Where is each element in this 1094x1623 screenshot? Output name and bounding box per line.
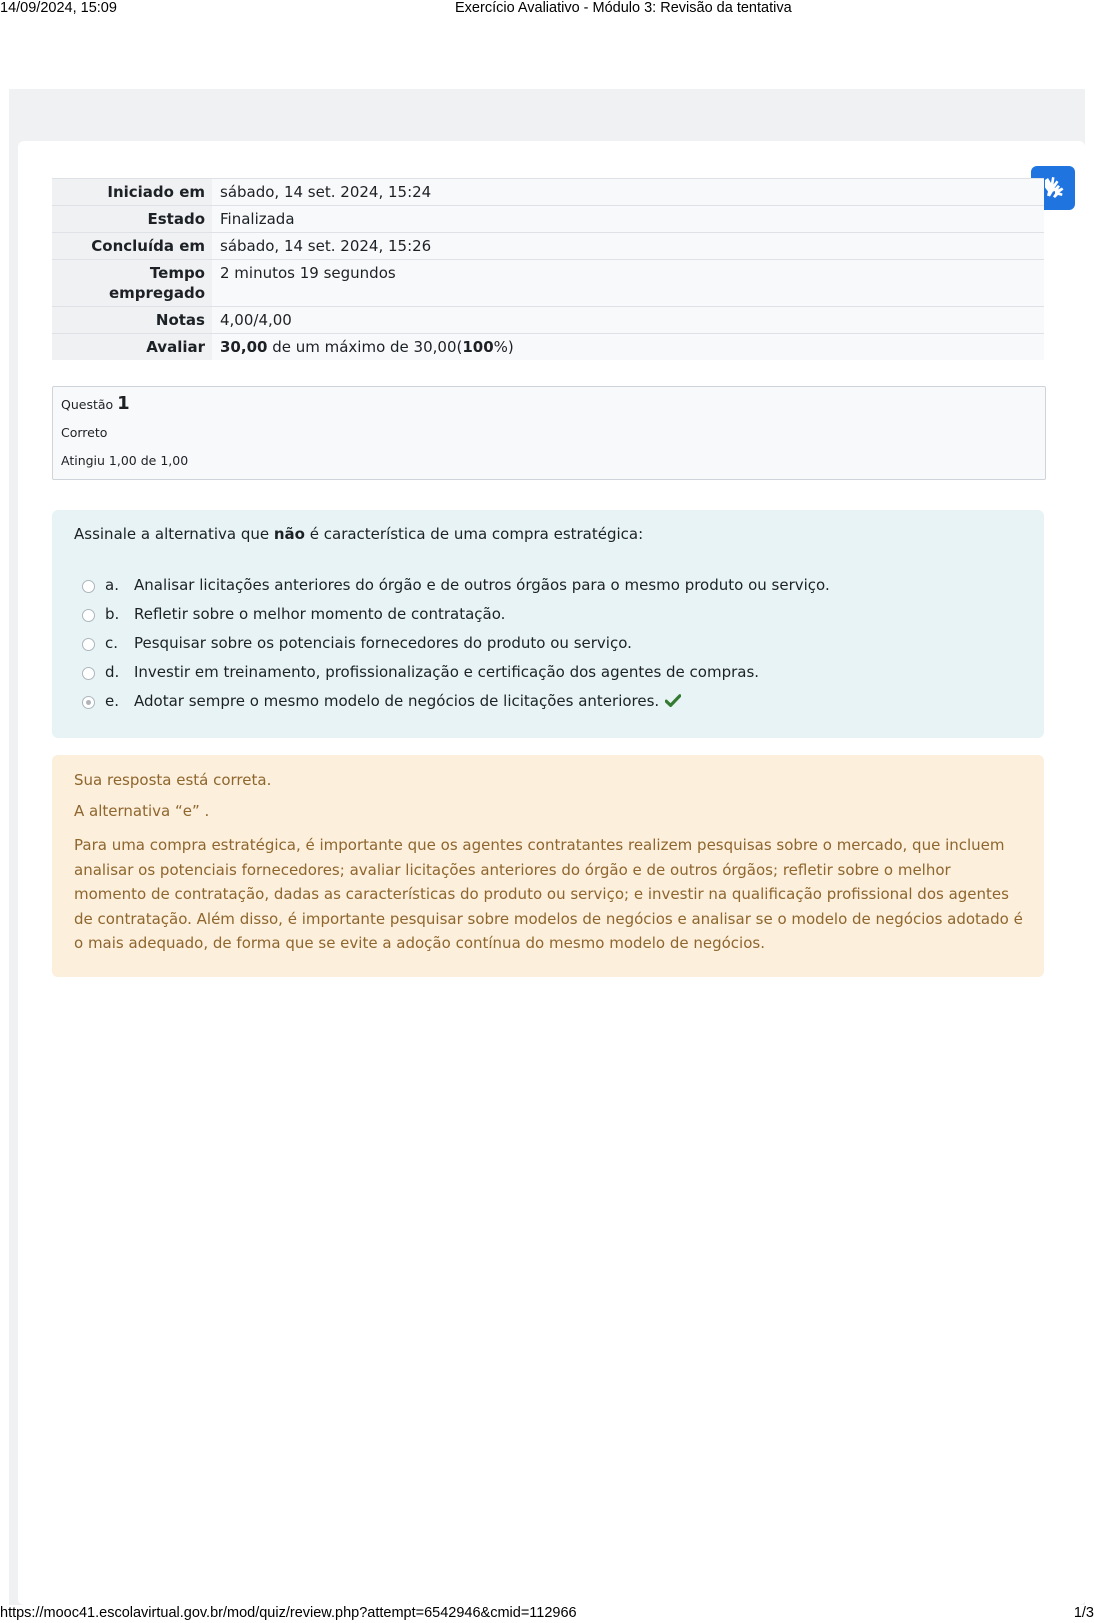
answer-letter-e: e. — [105, 692, 119, 710]
time-label — [52, 260, 212, 307]
grade-end: %) — [493, 338, 514, 356]
answer-text-b: Refletir sobre o melhor momento de contratação. — [134, 605, 506, 623]
answer-radio-d[interactable] — [82, 667, 95, 680]
completed-value: sábado, 14 set. 2024, 15:26 — [212, 233, 1044, 260]
question-formulation — [52, 510, 1044, 738]
summary-row-state — [52, 206, 1044, 233]
completed-label: Concluída em — [52, 233, 212, 260]
answer-radio-b[interactable] — [82, 609, 95, 622]
time-label-line1: Tempo — [149, 264, 205, 282]
print-page-number: 1/3 — [1073, 1605, 1094, 1621]
question-text-after: é característica de uma compra estratégica: — [304, 525, 644, 543]
answer-text-e-wrapper — [134, 692, 681, 711]
attempt-summary-table — [52, 178, 1044, 360]
question-number — [61, 393, 130, 414]
answer-text-e: Adotar sempre o mesmo modelo de negócios de licitações anteriores. — [134, 692, 660, 710]
started-label: Iniciado em — [52, 179, 212, 206]
print-page-title: Exercício Avaliativo - Módulo 3: Revisão da tentativa — [455, 0, 792, 16]
answer-letter-c: c. — [105, 634, 119, 652]
question-text-bold: não — [273, 525, 305, 543]
time-label-line2: empregado — [108, 284, 205, 302]
marks-value: 4,00/4,00 — [212, 307, 1044, 334]
summary-row-grade — [52, 334, 1044, 361]
summary-row-completed — [52, 233, 1044, 260]
print-footer — [0, 1605, 1094, 1623]
summary-row-time — [52, 260, 1044, 307]
grade-percent: 100 — [462, 338, 494, 356]
grade-value — [212, 334, 1044, 361]
grade-label: Avaliar — [52, 334, 212, 361]
answer-text-c: Pesquisar sobre os potenciais fornecedores do produto ou serviço. — [134, 634, 632, 652]
question-text-before: Assinale a alternativa que — [74, 525, 274, 543]
checkmark-icon — [665, 693, 681, 711]
question-info-box — [52, 386, 1046, 480]
summary-row-started — [52, 179, 1044, 206]
answer-letter-a: a. — [105, 576, 119, 594]
print-header — [0, 0, 1094, 18]
feedback-explanation: Para uma compra estratégica, é importante que os agentes contratantes realizem pesquisas sobre o mercado, que incluem analisar os potenciais fornecedores; avaliar licitações anteriores do órgão e de outros órgãos; refletir sobre o melhor momento de contratação, dadas as características do produto ou serviço; e investir na qualificação profissional dos agentes de contratação. Além disso, é importante pesquisar sobre modelos de negócios e analisar se o modelo de negócios adotado é o mais adequado, de forma que se evite a adoção contínua do mesmo modelo de negócios. — [74, 836, 1023, 952]
state-value: Finalizada — [212, 206, 1044, 233]
state-label: Estado — [52, 206, 212, 233]
question-number-value: 1 — [117, 393, 130, 414]
grade-score: 30,00 — [220, 338, 268, 356]
question-label: Questão — [61, 397, 114, 412]
question-text — [74, 525, 643, 543]
question-state: Correto — [61, 425, 108, 440]
print-url: https://mooc41.escolavirtual.gov.br/mod/quiz/review.php?attempt=6542946&cmid=112966 — [0, 1605, 577, 1621]
answer-radio-c[interactable] — [82, 638, 95, 651]
feedback-result: Sua resposta está correta. — [74, 771, 272, 789]
time-value: 2 minutos 19 segundos — [212, 260, 1044, 307]
summary-row-marks — [52, 307, 1044, 334]
question-grade: Atingiu 1,00 de 1,00 — [61, 453, 189, 468]
answer-letter-b: b. — [105, 605, 120, 623]
answer-text-d: Investir em treinamento, profissionalização e certificação dos agentes de compras. — [134, 663, 760, 681]
feedback-right-answer: A alternativa “e” . — [74, 802, 210, 820]
feedback-box — [52, 755, 1044, 977]
marks-label: Notas — [52, 307, 212, 334]
answer-radio-a[interactable] — [82, 580, 95, 593]
grade-middle: de um máximo de 30,00( — [267, 338, 463, 356]
started-value: sábado, 14 set. 2024, 15:24 — [212, 179, 1044, 206]
answer-letter-d: d. — [105, 663, 120, 681]
print-datetime: 14/09/2024, 15:09 — [0, 0, 117, 16]
answer-radio-e[interactable] — [82, 696, 95, 709]
answer-text-a: Analisar licitações anteriores do órgão e de outros órgãos para o mesmo produto ou serviço. — [134, 576, 830, 594]
